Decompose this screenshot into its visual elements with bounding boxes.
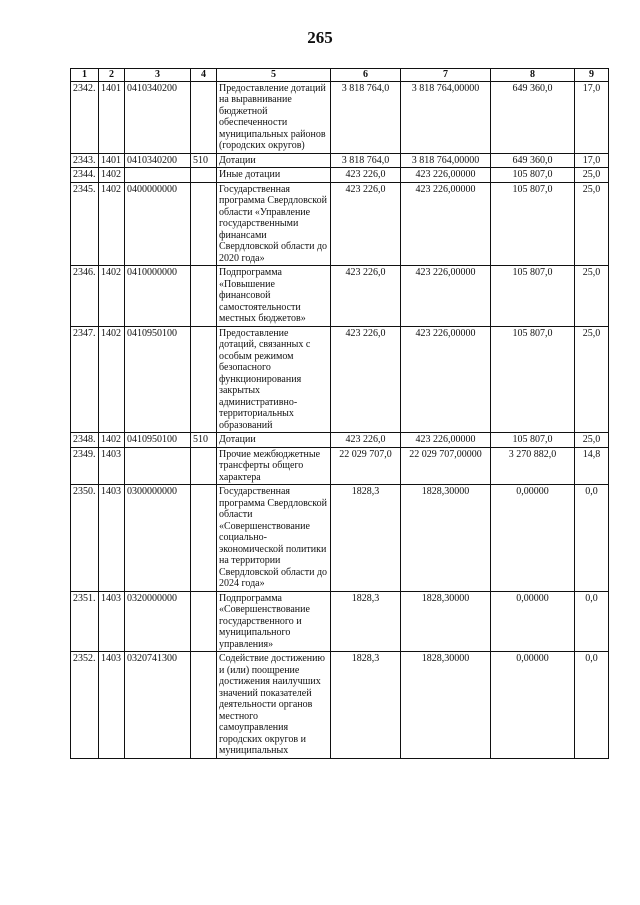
planned-amount-cell: 3 818 764,00000 bbox=[401, 153, 491, 168]
approved-amount-cell: 3 818 764,0 bbox=[331, 81, 401, 153]
header-cell: 2 bbox=[99, 69, 125, 82]
target-article-cell bbox=[125, 168, 191, 183]
target-article-cell: 0410000000 bbox=[125, 266, 191, 327]
approved-amount-cell: 22 029 707,0 bbox=[331, 447, 401, 485]
planned-amount-cell: 423 226,00000 bbox=[401, 326, 491, 433]
expense-type-cell bbox=[191, 652, 217, 759]
section-code-cell: 1403 bbox=[99, 485, 125, 592]
expense-type-cell bbox=[191, 168, 217, 183]
section-code-cell: 1402 bbox=[99, 168, 125, 183]
expense-type-cell bbox=[191, 182, 217, 266]
row-number-cell: 2352. bbox=[71, 652, 99, 759]
row-number-cell: 2351. bbox=[71, 591, 99, 652]
executed-amount-cell: 0,00000 bbox=[491, 591, 575, 652]
section-code-cell: 1401 bbox=[99, 153, 125, 168]
planned-amount-cell: 1828,30000 bbox=[401, 652, 491, 759]
section-code-cell: 1402 bbox=[99, 433, 125, 448]
table-row bbox=[71, 153, 609, 168]
header-cell: 4 bbox=[191, 69, 217, 82]
section-code-cell: 1403 bbox=[99, 652, 125, 759]
description-cell: Иные дотации bbox=[217, 168, 331, 183]
row-number-cell: 2343. bbox=[71, 153, 99, 168]
table-row bbox=[71, 266, 609, 327]
approved-amount-cell: 3 818 764,0 bbox=[331, 153, 401, 168]
target-article-cell: 0300000000 bbox=[125, 485, 191, 592]
percent-cell: 25,0 bbox=[575, 266, 609, 327]
section-code-cell: 1402 bbox=[99, 266, 125, 327]
row-number-cell: 2342. bbox=[71, 81, 99, 153]
table-row bbox=[71, 591, 609, 652]
approved-amount-cell: 1828,3 bbox=[331, 591, 401, 652]
header-cell: 3 bbox=[125, 69, 191, 82]
approved-amount-cell: 1828,3 bbox=[331, 485, 401, 592]
table-row bbox=[71, 485, 609, 592]
budget-table bbox=[70, 68, 609, 759]
approved-amount-cell: 423 226,0 bbox=[331, 168, 401, 183]
approved-amount-cell: 423 226,0 bbox=[331, 182, 401, 266]
table-row bbox=[71, 326, 609, 433]
planned-amount-cell: 1828,30000 bbox=[401, 485, 491, 592]
percent-cell: 0,0 bbox=[575, 485, 609, 592]
row-number-cell: 2344. bbox=[71, 168, 99, 183]
target-article-cell: 0410340200 bbox=[125, 81, 191, 153]
expense-type-cell bbox=[191, 591, 217, 652]
expense-type-cell bbox=[191, 447, 217, 485]
target-article-cell: 0410340200 bbox=[125, 153, 191, 168]
header-cell: 7 bbox=[401, 69, 491, 82]
header-row bbox=[71, 69, 609, 82]
planned-amount-cell: 423 226,00000 bbox=[401, 182, 491, 266]
target-article-cell: 0410950100 bbox=[125, 433, 191, 448]
planned-amount-cell: 423 226,00000 bbox=[401, 168, 491, 183]
approved-amount-cell: 423 226,0 bbox=[331, 266, 401, 327]
description-cell: Государственная программа Свердловской области «Совершенствование социально-экономической политики на территории Свердловской области до 2024 года» bbox=[217, 485, 331, 592]
table-row bbox=[71, 652, 609, 759]
table-row bbox=[71, 433, 609, 448]
row-number-cell: 2348. bbox=[71, 433, 99, 448]
percent-cell: 17,0 bbox=[575, 81, 609, 153]
executed-amount-cell: 105 807,0 bbox=[491, 168, 575, 183]
approved-amount-cell: 1828,3 bbox=[331, 652, 401, 759]
executed-amount-cell: 105 807,0 bbox=[491, 433, 575, 448]
header-cell: 8 bbox=[491, 69, 575, 82]
description-cell: Дотации bbox=[217, 433, 331, 448]
table-row bbox=[71, 168, 609, 183]
description-cell: Подпрограмма «Совершенствование государственного и муниципального управления» bbox=[217, 591, 331, 652]
header-cell: 9 bbox=[575, 69, 609, 82]
row-number-cell: 2347. bbox=[71, 326, 99, 433]
page-number: 265 bbox=[307, 28, 333, 47]
target-article-cell: 0320741300 bbox=[125, 652, 191, 759]
row-number-cell: 2349. bbox=[71, 447, 99, 485]
percent-cell: 0,0 bbox=[575, 652, 609, 759]
section-code-cell: 1403 bbox=[99, 591, 125, 652]
table-row bbox=[71, 182, 609, 266]
executed-amount-cell: 105 807,0 bbox=[491, 326, 575, 433]
approved-amount-cell: 423 226,0 bbox=[331, 433, 401, 448]
expense-type-cell bbox=[191, 326, 217, 433]
planned-amount-cell: 3 818 764,00000 bbox=[401, 81, 491, 153]
header-cell: 6 bbox=[331, 69, 401, 82]
expense-type-cell: 510 bbox=[191, 153, 217, 168]
target-article-cell: 0400000000 bbox=[125, 182, 191, 266]
expense-type-cell bbox=[191, 81, 217, 153]
target-article-cell: 0410950100 bbox=[125, 326, 191, 433]
executed-amount-cell: 105 807,0 bbox=[491, 266, 575, 327]
target-article-cell: 0320000000 bbox=[125, 591, 191, 652]
section-code-cell: 1402 bbox=[99, 326, 125, 433]
percent-cell: 25,0 bbox=[575, 433, 609, 448]
planned-amount-cell: 423 226,00000 bbox=[401, 266, 491, 327]
row-number-cell: 2350. bbox=[71, 485, 99, 592]
section-code-cell: 1401 bbox=[99, 81, 125, 153]
planned-amount-cell: 1828,30000 bbox=[401, 591, 491, 652]
executed-amount-cell: 649 360,0 bbox=[491, 153, 575, 168]
section-code-cell: 1402 bbox=[99, 182, 125, 266]
executed-amount-cell: 649 360,0 bbox=[491, 81, 575, 153]
row-number-cell: 2345. bbox=[71, 182, 99, 266]
executed-amount-cell: 0,00000 bbox=[491, 652, 575, 759]
percent-cell: 14,8 bbox=[575, 447, 609, 485]
expense-type-cell: 510 bbox=[191, 433, 217, 448]
header-cell: 5 bbox=[217, 69, 331, 82]
executed-amount-cell: 3 270 882,0 bbox=[491, 447, 575, 485]
target-article-cell bbox=[125, 447, 191, 485]
table-row bbox=[71, 81, 609, 153]
executed-amount-cell: 105 807,0 bbox=[491, 182, 575, 266]
percent-cell: 25,0 bbox=[575, 182, 609, 266]
table-row bbox=[71, 447, 609, 485]
table-body bbox=[71, 81, 609, 758]
percent-cell: 25,0 bbox=[575, 326, 609, 433]
description-cell: Подпрограмма «Повышение финансовой самостоятельности местных бюджетов» bbox=[217, 266, 331, 327]
row-number-cell: 2346. bbox=[71, 266, 99, 327]
description-cell: Государственная программа Свердловской области «Управление государственными финансами Свердловской области до 2020 года» bbox=[217, 182, 331, 266]
description-cell: Содействие достижению и (или) поощрение достижения наилучших значений показателей деятельности органов местного самоуправления городских округов и муниципальных bbox=[217, 652, 331, 759]
description-cell: Дотации bbox=[217, 153, 331, 168]
executed-amount-cell: 0,00000 bbox=[491, 485, 575, 592]
description-cell: Прочие межбюджетные трансферты общего характера bbox=[217, 447, 331, 485]
header-cell: 1 bbox=[71, 69, 99, 82]
description-cell: Предоставление дотаций на выравнивание бюджетной обеспеченности муниципальных районов (городских округов) bbox=[217, 81, 331, 153]
percent-cell: 0,0 bbox=[575, 591, 609, 652]
expense-type-cell bbox=[191, 485, 217, 592]
expense-type-cell bbox=[191, 266, 217, 327]
section-code-cell: 1403 bbox=[99, 447, 125, 485]
approved-amount-cell: 423 226,0 bbox=[331, 326, 401, 433]
percent-cell: 25,0 bbox=[575, 168, 609, 183]
description-cell: Предоставление дотаций, связанных с особым режимом безопасного функционирования закрытых административно-территориальных образований bbox=[217, 326, 331, 433]
planned-amount-cell: 423 226,00000 bbox=[401, 433, 491, 448]
percent-cell: 17,0 bbox=[575, 153, 609, 168]
planned-amount-cell: 22 029 707,00000 bbox=[401, 447, 491, 485]
